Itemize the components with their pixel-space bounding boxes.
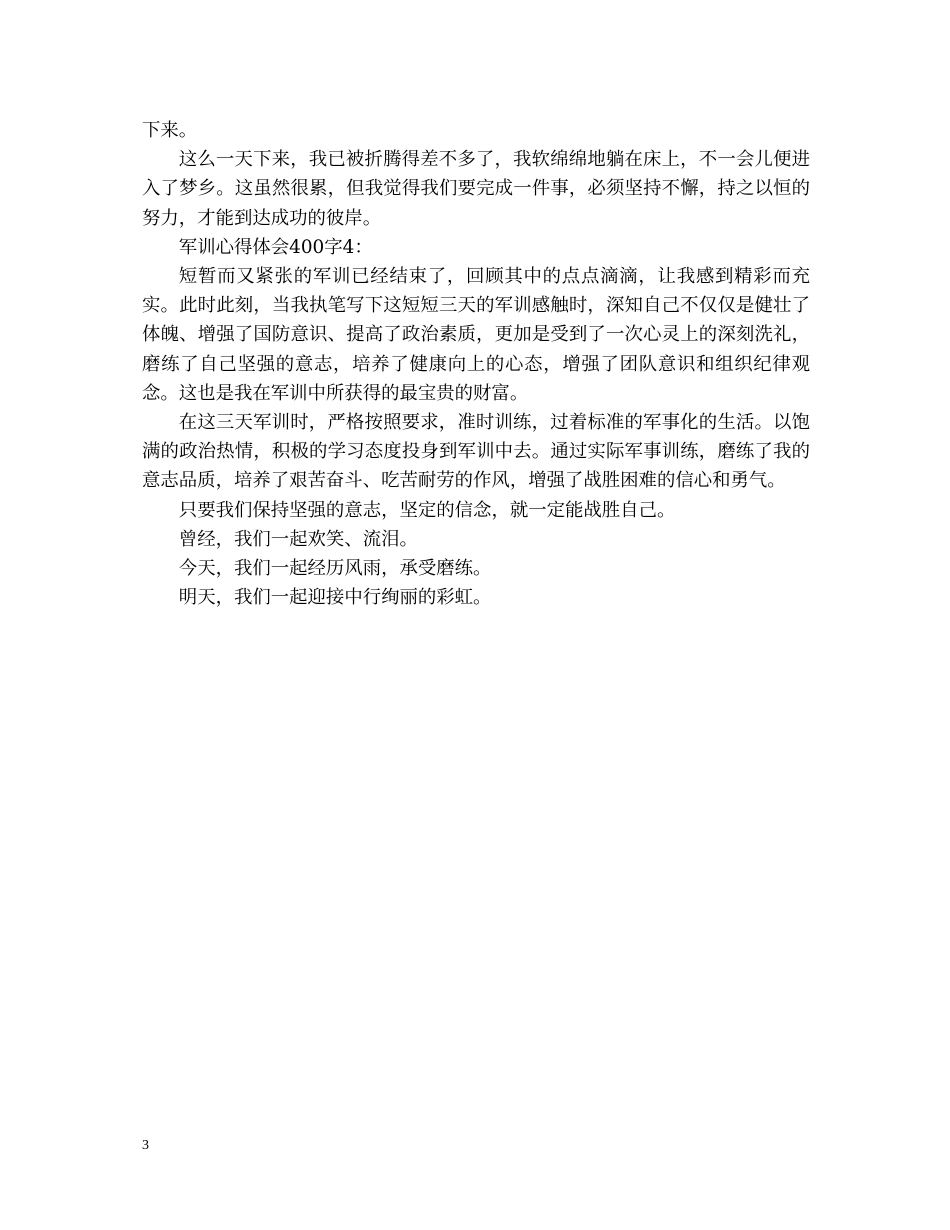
paragraph: 曾经，我们一起欢笑、流泪。 bbox=[178, 528, 418, 550]
paragraph: 今天，我们一起经历风雨，承受磨练。 bbox=[178, 558, 492, 580]
document-body bbox=[142, 116, 810, 612]
page-number: 3 bbox=[142, 1138, 149, 1153]
paragraph: 明天，我们一起迎接中行绚丽的彩虹。 bbox=[178, 587, 492, 609]
paragraph: 这么一天下来，我已被折腾得差不多了，我软绵绵地躺在床上，不一会儿便进入了梦乡。这虽然很累，但我觉得我们要完成一件事，必须坚持不懈，持之以恒的努力，才能到达成功的彼岸。 bbox=[142, 149, 810, 229]
paragraph: 在这三天军训时，严格按照要求，准时训练，过着标准的军事化的生活。以饱满的政治热情，积极的学习态度投身到军训中去。通过实际军事训练，磨练了我的意志品质，培养了艰苦奋斗、吃苦耐劳的作风，增强了战胜困难的信心和勇气。 bbox=[142, 412, 810, 492]
paragraph: 短暂而又紧张的军训已经结束了，回顾其中的点点滴滴，让我感到精彩而充实。此时此刻，当我执笔写下这短短三天的军训感触时，深知自己不仅仅是健壮了体魄、增强了国防意识、提高了政治素质，更加是受到了一次心灵上的深刻洗礼，磨练了自己坚强的意志，培养了健康向上的心态，增强了团队意识和组织纪律观念。这也是我在军训中所获得的最宝贵的财富。 bbox=[142, 266, 810, 404]
section-heading: 军训心得体会400字4： bbox=[178, 236, 373, 258]
paragraph-continuation: 下来。 bbox=[142, 120, 198, 141]
paragraph: 只要我们保持坚强的意志，坚定的信念，就一定能战胜自己。 bbox=[178, 499, 676, 521]
